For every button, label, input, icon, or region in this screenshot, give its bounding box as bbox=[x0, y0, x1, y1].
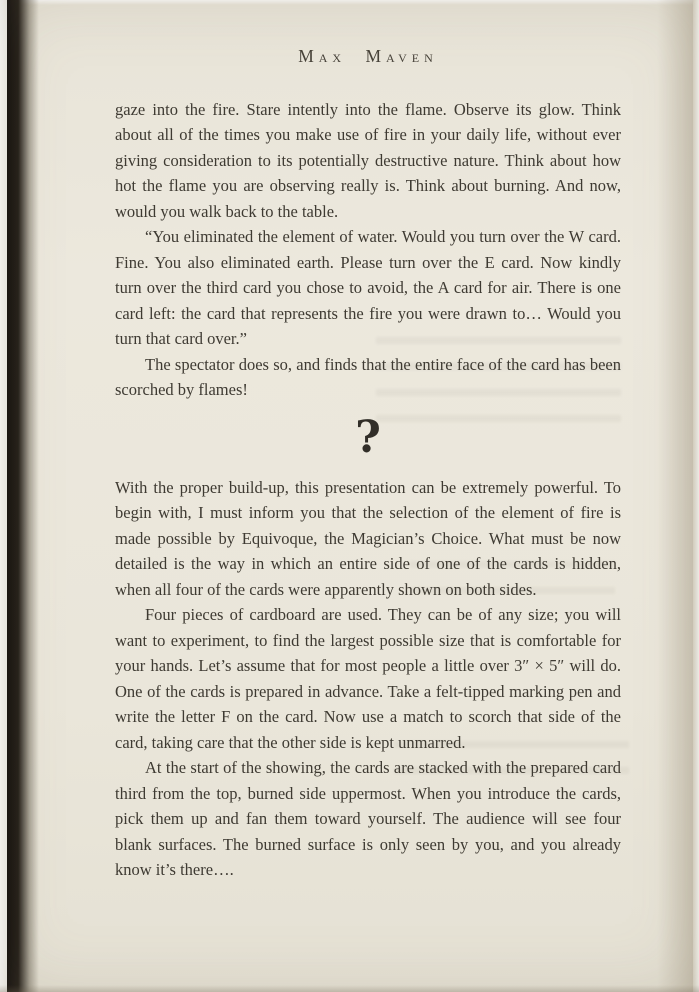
body-paragraph: gaze into the fire. Stare intently into the flame. Observe its glow. Think about all of the times you make use of fire in your daily life, without ever giving consideration to its potentially destructive nature. Think about how hot the flame you are observing really is. Think about burning. And now, would you walk back to the table. bbox=[115, 99, 621, 221]
page-gutter-shadow bbox=[7, 0, 39, 992]
running-head: Max Maven bbox=[298, 46, 438, 66]
body-paragraph: With the proper build-up, this presentation can be extremely powerful. To begin with, I must inform you that the selection of the element of fire is made possible by Equivoque, the Magician’s Choice. What must be now detailed is the way in which an entire side of one of the cards is hidden, when all four of the cards were apparently shown on both sides. bbox=[115, 477, 621, 599]
page-right-shading bbox=[657, 0, 693, 992]
body-paragraph: At the start of the showing, the cards are stacked with the prepared card third from the top, burned side uppermost. When you introduce the cards, pick them up and fan them toward yourself. The audience will see four blank surfaces. The burned surface is only seen by you, and you already know it’s there…. bbox=[115, 758, 621, 879]
body-paragraph: The spectator does so, and finds that the entire face of the card has been scorched by flames! bbox=[115, 354, 621, 399]
page-top-edge bbox=[7, 0, 699, 5]
page-right-edge bbox=[693, 0, 699, 992]
body-paragraph: “You eliminated the element of water. Would you turn over the W card. Fine. You also eliminated earth. Please turn over the E card. Now kindly turn over the third card you chose to avoid, the A card for air. There is one card left: the card that represents the fire you were drawn to… Would you turn that card over.” bbox=[115, 227, 621, 348]
section-break-ornament: ? bbox=[355, 411, 381, 463]
body-paragraph: Four pieces of cardboard are used. They can be of any size; you will want to experiment, to find the largest possible size that is comfortable for your hands. Let’s assume that for most people a little over 3″ × 5″ will do. One of the cards is prepared in advance. Take a felt-tipped marking pen and write the letter F on the card. Now use a match to scorch that side of the card, taking care that the other side is kept unmarred. bbox=[115, 605, 621, 752]
page-left-edge bbox=[0, 0, 7, 992]
text-block bbox=[115, 44, 621, 883]
page-bottom-shadow bbox=[0, 985, 699, 992]
